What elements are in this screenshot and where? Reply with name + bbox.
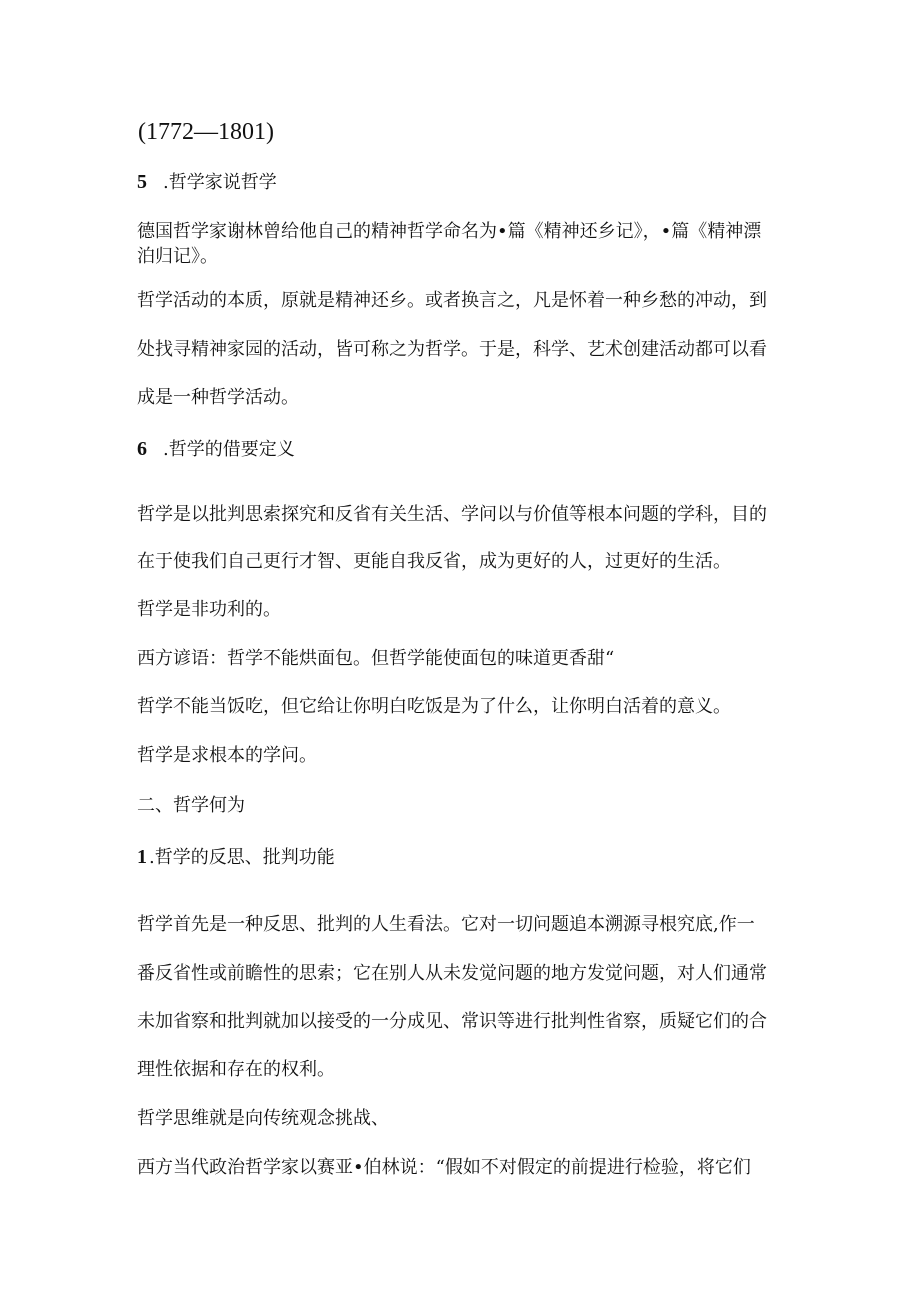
- section-heading-6: [137, 437, 295, 462]
- paragraph-line: 德国哲学家谢林曾给他自己的精神哲学命名为•篇《精神还乡记》，•篇《精神漂: [137, 221, 762, 242]
- paragraph-line: 西方当代政治哲学家以赛亚•伯林说：“假如不对假定的前提进行检验，将它们: [137, 1157, 751, 1178]
- section-title: .哲学的反思、批判功能: [149, 847, 335, 868]
- paragraph-line: 西方谚语：哲学不能烘面包。但哲学能使面包的味道更香甜“: [137, 648, 615, 669]
- section-number: 6: [137, 438, 147, 460]
- paragraph-line: 理性依据和存在的权利。: [137, 1059, 335, 1080]
- paragraph-line: 泊归记》。: [137, 246, 218, 267]
- section-heading-2: 二、哲学何为: [137, 795, 245, 816]
- paragraph-line: 哲学是非功利的。: [137, 599, 281, 620]
- paragraph-line: 番反省性或前瞻性的思索；它在别人从未发觉问题的地方发觉问题，对人们通常: [137, 963, 767, 984]
- paragraph-line: 哲学不能当饭吃，但它给让你明白吃饭是为了什么，让你明白活着的意义。: [137, 696, 731, 717]
- paragraph-line: 哲学思维就是向传统观念挑战、: [137, 1108, 389, 1129]
- section-title: .哲学的借要定义: [163, 439, 295, 460]
- years-range: (1772—1801): [138, 119, 274, 145]
- section-heading-1: [137, 845, 335, 870]
- paragraph-line: 哲学首先是一种反思、批判的人生看法。它对一切问题追本溯源寻根究底,作一: [137, 914, 755, 935]
- section-heading-5: [137, 170, 277, 195]
- paragraph-line: 未加省察和批判就加以接受的一分成见、常识等进行批判性省察，质疑它们的合: [137, 1011, 767, 1032]
- paragraph-line: 在于使我们自己更行才智、更能自我反省，成为更好的人，过更好的生活。: [137, 551, 731, 572]
- paragraph-line: 处找寻精神家园的活动，皆可称之为哲学。于是，科学、艺术创建活动都可以看: [137, 339, 767, 360]
- paragraph-line: 哲学是以批判思索探究和反省有关生活、学问以与价值等根本问题的学科，目的: [137, 504, 767, 525]
- paragraph-line: 哲学活动的本质，原就是精神还乡。或者换言之，凡是怀着一种乡愁的冲动，到: [137, 290, 767, 311]
- section-number: 1: [137, 846, 147, 868]
- paragraph-line: 哲学是求根本的学问。: [137, 745, 317, 766]
- section-title: .哲学家说哲学: [163, 172, 277, 193]
- paragraph-line: 成是一种哲学活动。: [137, 387, 299, 408]
- section-number: 5: [137, 171, 147, 193]
